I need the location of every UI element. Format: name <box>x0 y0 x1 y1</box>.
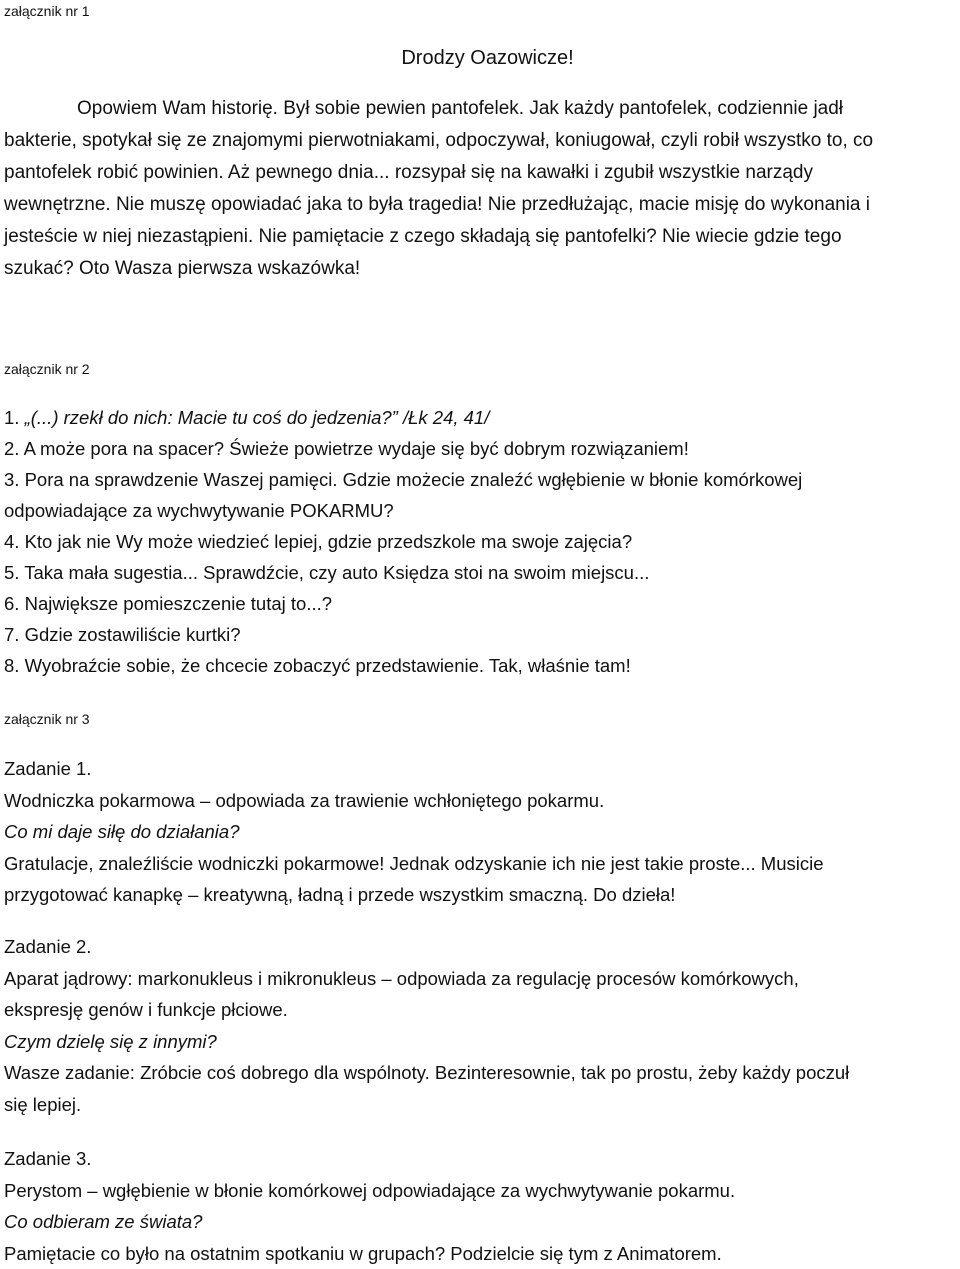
clue-text: „(...) rzekł do nich: Macie tu coś do jedzenia?” /Łk 24, 41/ <box>25 407 490 428</box>
clue-item <box>4 402 960 433</box>
task-question: Co odbieram ze świata? <box>4 1206 960 1238</box>
task-instruction: Wasze zadanie: Zróbcie coś dobrego dla wspólnoty. Bezinteresownie, tak po prostu, żeby każdy poczuł <box>4 1057 960 1089</box>
clue-item <box>4 557 960 588</box>
task-instruction: przygotować kanapkę – kreatywną, ładną i przede wszystkim smaczną. Do dzieła! <box>4 879 960 911</box>
clue-item-continuation <box>4 495 960 526</box>
clue-number: 8. <box>4 655 25 676</box>
task-definition: Wodniczka pokarmowa – odpowiada za trawienie wchłoniętego pokarmu. <box>4 785 960 817</box>
clue-number: 6. <box>4 593 25 614</box>
clue-text: odpowiadające za wychwytywanie POKARMU? <box>4 500 394 521</box>
task-instruction: się lepiej. <box>4 1089 960 1121</box>
clue-number: 1. <box>4 407 25 428</box>
clue-text: Gdzie zostawiliście kurtki? <box>25 624 241 645</box>
task-3 <box>4 1143 960 1269</box>
story-line: pantofelek robić powinien. Aż pewnego dnia... rozsypał się na kawałki i zgubił wszystkie narządy <box>4 157 960 189</box>
story-line: bakterie, spotykał się ze znajomymi pierwotniakami, odpoczywał, koniugował, czyli robił wszystko to, co <box>4 125 960 157</box>
clue-item <box>4 526 960 557</box>
clue-text: A może pora na spacer? Świeże powietrze wydaje się być dobrym rozwiązaniem! <box>24 438 689 459</box>
task-definition: Perystom – wgłębienie w błonie komórkowej odpowiadające za wychwytywanie pokarmu. <box>4 1175 960 1207</box>
task-question: Czym dzielę się z innymi? <box>4 1026 960 1058</box>
story-line: Opowiem Wam historię. Był sobie pewien pantofelek. Jak każdy pantofelek, codziennie jadł <box>4 93 960 125</box>
clue-number: 2. <box>4 438 24 459</box>
clue-item <box>4 464 960 495</box>
clue-list <box>4 402 960 681</box>
clue-number: 4. <box>4 531 25 552</box>
letter-greeting: Drodzy Oazowicze! <box>0 46 960 70</box>
annex1-label: załącznik nr 1 <box>4 2 960 20</box>
task-heading: Zadanie 2. <box>4 931 960 963</box>
clue-number: 3. <box>4 469 25 490</box>
story-line: szukać? Oto Wasza pierwsza wskazówka! <box>4 253 960 285</box>
clue-text: Kto jak nie Wy może wiedzieć lepiej, gdzie przedszkole ma swoje zajęcia? <box>25 531 633 552</box>
story-paragraph <box>4 93 960 285</box>
clue-item <box>4 433 960 464</box>
task-heading: Zadanie 1. <box>4 753 960 785</box>
annex2-label: załącznik nr 2 <box>4 360 960 378</box>
task-2 <box>4 931 960 1120</box>
task-1 <box>4 753 960 911</box>
clue-text: Wyobraźcie sobie, że chcecie zobaczyć przedstawienie. Tak, właśnie tam! <box>25 655 631 676</box>
task-heading: Zadanie 3. <box>4 1143 960 1175</box>
clue-number: 7. <box>4 624 25 645</box>
story-line: wewnętrzne. Nie muszę opowiadać jaka to była tragedia! Nie przedłużając, macie misję do wykonania i <box>4 189 960 221</box>
clue-item <box>4 650 960 681</box>
clue-text: Największe pomieszczenie tutaj to...? <box>25 593 332 614</box>
clue-text: Taka mała sugestia... Sprawdźcie, czy auto Księdza stoi na swoim miejscu... <box>24 562 649 583</box>
clue-item <box>4 588 960 619</box>
task-definition: ekspresję genów i funkcje płciowe. <box>4 994 960 1026</box>
story-line: jesteście w niej niezastąpieni. Nie pamiętacie z czego składają się pantofelki? Nie wiecie gdzie tego <box>4 221 960 253</box>
annex3-label: załącznik nr 3 <box>4 710 960 728</box>
task-question: Co mi daje siłę do działania? <box>4 816 960 848</box>
clue-item <box>4 619 960 650</box>
task-instruction: Pamiętacie co było na ostatnim spotkaniu w grupach? Podzielcie się tym z Animatorem. <box>4 1238 960 1269</box>
task-definition: Aparat jądrowy: markonukleus i mikronukleus – odpowiada za regulację procesów komórkowych, <box>4 963 960 995</box>
clue-text: Pora na sprawdzenie Waszej pamięci. Gdzie możecie znaleźć wgłębienie w błonie komórkowej <box>25 469 803 490</box>
clue-number: 5. <box>4 562 24 583</box>
task-instruction: Gratulacje, znaleźliście wodniczki pokarmowe! Jednak odzyskanie ich nie jest takie proste... Musicie <box>4 848 960 880</box>
